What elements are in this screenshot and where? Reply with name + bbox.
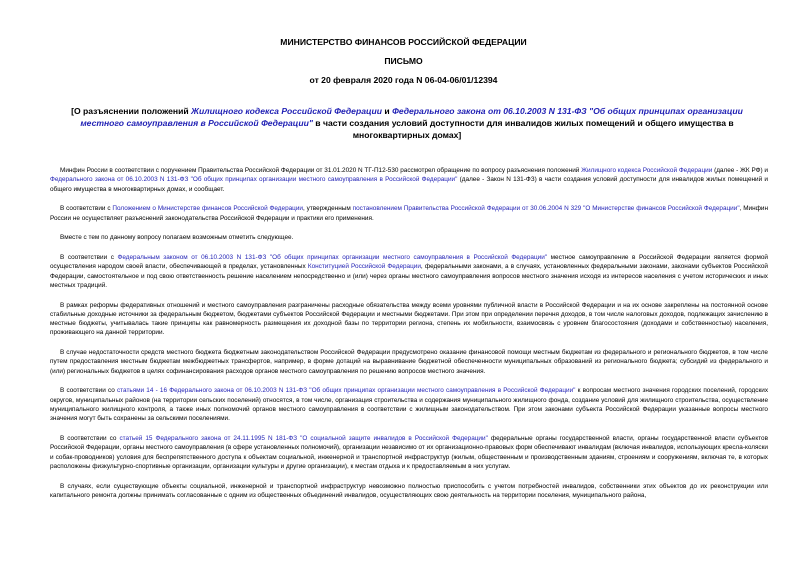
paragraph-7 [50,386,768,423]
paragraph-2 [50,204,768,223]
p4-text-b: местное самоуправление в Российской Федерации является формой осуществления народом своей власти, обеспечивающей в пределах, установленных [50,253,768,271]
link-law-131fz[interactable]: Федерального закона от 06.10.2003 N 131-ФЗ "Об общих принципах организации местного самоуправления в Российской Федерации" [80,106,743,128]
paragraph-6: В случае недостаточности средств местного бюджета бюджетным законодательством Российской Федерации предусмотрено оказание финансовой помощи местным бюджетам из федерального и регионального бюджетов, в том числе путем предоставления местным бюджетам межбюджетных трансфертов, например, в форме дотаций на выравнивание бюджетной обеспеченности муниципальных образований из регионального бюджета; субсидий из федерального и (или) региональных бюджетов в целях софинансирования расходов органов местного самоуправления по решению вопросов местного значения. [50,349,768,375]
p8-text-a: В соответствии со [60,434,120,442]
p2-text-a: В соответствии с [60,205,113,213]
subject-open: [О разъяснении положений [71,106,192,116]
paragraph-8 [50,434,768,471]
document-type: ПИСЬМО [384,56,423,66]
link-housing-code[interactable]: Жилищного кодекса Российской Федерации [191,106,383,116]
ministry-title: МИНИСТЕРСТВО ФИНАНСОВ РОССИЙСКОЙ ФЕДЕРАЦИИ [280,37,527,47]
p1-link-housing-code[interactable]: Жилищного кодекса Российской Федерации [581,167,713,174]
document-date-number: от 20 февраля 2020 года N 06-04-06/01/12394 [309,75,498,85]
p7-text-a: В соответствии со [60,387,117,395]
document-subject [50,105,764,141]
p8-link-article-15-181fz[interactable]: статьей 15 Федерального закона от 24.11.1995 N 181-ФЗ "О социальной защите инвалидов в Российской Федерации" [119,434,488,442]
p1-text-b: (далее - ЖК РФ) и [712,167,768,174]
p8-text-b: федеральные органы государственной власти, органы государственной власти субъектов Российской Федерации, органы местного самоуправления (в сфере установленных полномочий), организации независимо от их организационно-правовых форм обеспечивают инвалидам (включая инвалидов, использующих кресла-коляски и собак-проводников) условия для беспрепятственного доступа к объектам социальной, инженерной и транспортной инфраструктур (жилым, общественным и производственным зданиям, строениям и сооружениям, включая те, в которых расположены физкультурно-спортивные организации, организации культуры и другие организации), к местам отдыха и к предоставляемым в них услугам. [50,434,768,470]
p7-link-articles-14-16[interactable]: статьями 14 - 16 Федерального закона от 06.10.2003 N 131-ФЗ "Об общих принципах организации местного самоуправления в Российской Федерации" [116,387,576,395]
paragraph-3: Вместе с тем по данному вопросу полагаем возможным отметить следующее. [60,234,294,242]
paragraph-4 [50,253,768,290]
p2-text-b: , утвержденным [302,205,353,213]
p2-link-regulation[interactable]: Положением о Министерстве финансов Российской Федерации [112,205,303,213]
p1-link-law-131fz[interactable]: Федерального закона от 06.10.2003 N 131-ФЗ "Об общих принципах организации местного самоуправления в Российской Федерации" [50,176,458,184]
p4-link-law-131fz[interactable]: Федеральным законом от 06.10.2003 N 131-ФЗ "Об общих принципах организации местного самоуправления в Российской Федерации" [117,253,548,261]
p2-link-resolution-329[interactable]: постановлением Правительства Российской Федерации от 30.06.2004 N 329 "О Министерстве финансов Российской Федерации" [352,205,740,213]
p4-text-a: В соответствии с [60,253,118,261]
subject-mid: и [382,106,393,116]
p4-text-c: , федеральными законами, а в случаях, установленных федеральными законами, законами субъектов Российской Федерации, самостоятельное и под свою ответственность решение населением непосредственно и (или) через органы местного самоуправления вопросов местного значения исходя из интересов населения с учетом исторических и иных местных традиций. [50,263,768,289]
paragraph-9: В случаях, если существующие объекты социальной, инженерной и транспортной инфраструктур невозможно полностью приспособить с учетом потребностей инвалидов, собственники этих объектов до их реконструкции или капитального ремонта должны принимать согласованные с одним из общественных объединений инвалидов, осуществляющих свою деятельность на территории поселения, муниципального района, [50,482,768,499]
paragraph-5: В рамках реформы федеративных отношений и местного самоуправления разграничены расходные обязательства между всеми уровнями публичной власти в Российской Федерации и на их основе закреплены на постоянной основе стабильные доходные источники за федеральным бюджетом, бюджетами субъектов Российской Федерации и местными бюджетами. При этом при определении перечня доходов, в том числе налоговых доходов, подлежащих зачислению в местные бюджеты, учитывалась такие принципы как равномерность размещения их доходной базы по территории региона, степень их мобильности, взаимосвязь с уровнем благосостояния (доходами и собственностью) населения, проживающего на данной территории. [50,301,768,337]
document-body [50,166,768,511]
p1-text-a: Минфин России в соответствии с поручением Правительства Российской Федерации от 31.01.2020 N ТГ-П12-530 рассмотрел обращение по вопросу разъяснения положений [60,167,582,174]
subject-close: в части создания условий доступности для инвалидов жилых помещений и общего имущества в многоквартирных домах] [312,118,734,140]
paragraph-1 [50,166,768,194]
p4-link-constitution[interactable]: Конституцией Российской Федерации [307,263,421,271]
p1-text-c: (далее - Закон N 131-ФЗ) в части создания условий доступности для инвалидов жилых помещений и общего имущества в многоквартирных домах, и сообщает. [50,176,769,193]
p7-text-b: к вопросам местного значения городских поселений, городских округов, муниципальных районов (на территории сельских поселений) относятся, в том числе, организация строительства и содержания муниципального жилищного фонда, создание условий для жилищного строительства, осуществление муниципального жилищного контроля, а также иных полномочий органов местного самоуправления в соответствии с жилищным законодательством. При этом законами субъекта Российской Федерации указанные вопросы местного значения могут быть сохранены за сельскими поселениями. [50,387,769,423]
p2-text-c: , Минфин России не осуществляет разъяснений законодательства Российской Федерации и практики его применения. [50,205,769,222]
